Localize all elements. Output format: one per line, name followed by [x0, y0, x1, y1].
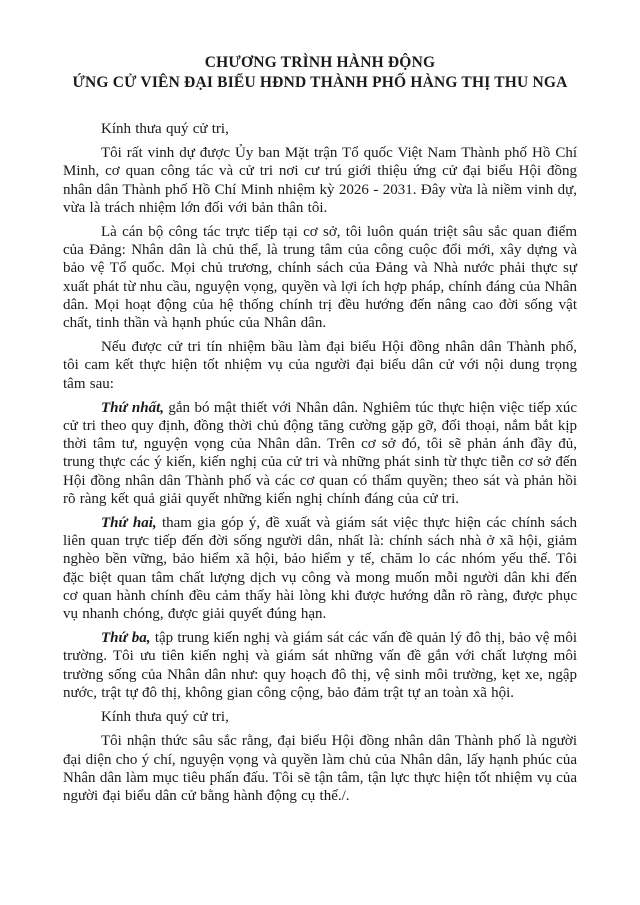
paragraph: Thứ hai, tham gia góp ý, đề xuất và giám sát việc thực hiện các chính sách liên quan trực tiếp đến đời sống người dân, nhất là: chính sách nhà ở xã hội, giảm nghèo bền vững, bảo hiểm xã hội, bảo hiểm y tế, chăm lo các nhóm yếu thế. Tôi đặc biệt quan tâm chất lượng dịch vụ công và mong muốn mỗi người dân khi đến cơ quan hành chính đều cảm thấy hài lòng khi được hướng dẫn rõ ràng, được phục vụ nhanh chóng, được giải quyết đúng hạn.	[63, 515, 577, 623]
paragraph: Thứ ba, tập trung kiến nghị và giám sát các vấn đề quản lý đô thị, bảo vệ môi trường. Tôi ưu tiên kiến nghị và giám sát những vấn đề gắn với chất lượng môi trường sống của Nhân dân như: quy hoạch đô thị, vệ sinh môi trường, kẹt xe, ngập nước, trật tự đô thị, không gian công cộng, bảo đảm trật tự an toàn xã hội.	[63, 630, 577, 701]
paragraph-lead: Thứ nhất,	[101, 399, 164, 416]
paragraph-lead: Thứ hai,	[101, 515, 157, 532]
paragraph: Thứ nhất, gắn bó mật thiết với Nhân dân. Nghiêm túc thực hiện việc tiếp xúc cử tri theo quy định, đồng thời chủ động tăng cường gặp gỡ, đối thoại, nắm bắt kịp thời tâm tư, nguyện vọng của Nhân dân. Trên cơ sở đó, tôi sẽ phản ánh đầy đủ, trung thực các ý kiến, kiến nghị của cử tri và những phát sinh từ thực tiễn cơ sở đến Hội đồng nhân dân Thành phố và các cơ quan có thẩm quyền; theo sát và phản hồi rõ ràng kết quả giải quyết những kiến nghị chính đáng của cử tri.	[63, 399, 578, 507]
paragraph: Là cán bộ công tác trực tiếp tại cơ sở, tôi luôn quán triệt sâu sắc quan điểm của Đảng: Nhân dân là chủ thể, là trung tâm của công cuộc đổi mới, xây dựng và bảo vệ Tổ quốc. Mọi chủ trương, chính sách của Đảng và Nhà nước phải thực sự xuất phát từ nhu cầu, nguyện vọng, quyền và lợi ích hợp pháp, chính đáng của Nhân dân. Mọi hoạt động của hệ thống chính trị đều hướng đến nâng cao đời sống vật chất, tinh thần và hạnh phúc của Nhân dân.	[63, 224, 577, 332]
paragraph: Tôi nhận thức sâu sắc rằng, đại biểu Hội đồng nhân dân Thành phố là người đại diện cho ý chí, nguyện vọng và quyền làm chủ của Nhân dân, lấy hạnh phúc của Nhân dân làm mục tiêu phấn đấu. Tôi sẽ tận tâm, tận lực thực hiện tốt nhiệm vụ của người đại biểu dân cử bằng hành động cụ thể./.	[63, 733, 577, 804]
document-title	[63, 53, 577, 92]
paragraph: Tôi rất vinh dự được Ủy ban Mặt trận Tổ quốc Việt Nam Thành phố Hồ Chí Minh, cơ quan công tác và cử tri nơi cư trú giới thiệu ứng cử đại biểu Hội đồng nhân dân Thành phố Hồ Chí Minh nhiệm kỳ 2026 - 2031. Đây vừa là niềm vinh dự, vừa là trách nhiệm lớn đối với bản thân tôi.	[63, 145, 577, 216]
paragraph: Kính thưa quý cử tri,	[101, 121, 229, 137]
paragraph: Nếu được cử tri tín nhiệm bầu làm đại biểu Hội đồng nhân dân Thành phố, tôi cam kết thực hiện tốt nhiệm vụ của người đại biểu dân cử với nội dung trọng tâm sau:	[63, 339, 577, 392]
title-line-1: CHƯƠNG TRÌNH HÀNH ĐỘNG	[204, 54, 436, 71]
paragraph-lead: Thứ ba,	[101, 630, 151, 647]
document-body	[63, 120, 577, 805]
paragraph: Kính thưa quý cử tri,	[101, 709, 229, 726]
title-line-2: ỨNG CỬ VIÊN ĐẠI BIỂU HĐND THÀNH PHỐ HÀNG THỊ THU NGA	[72, 73, 568, 91]
